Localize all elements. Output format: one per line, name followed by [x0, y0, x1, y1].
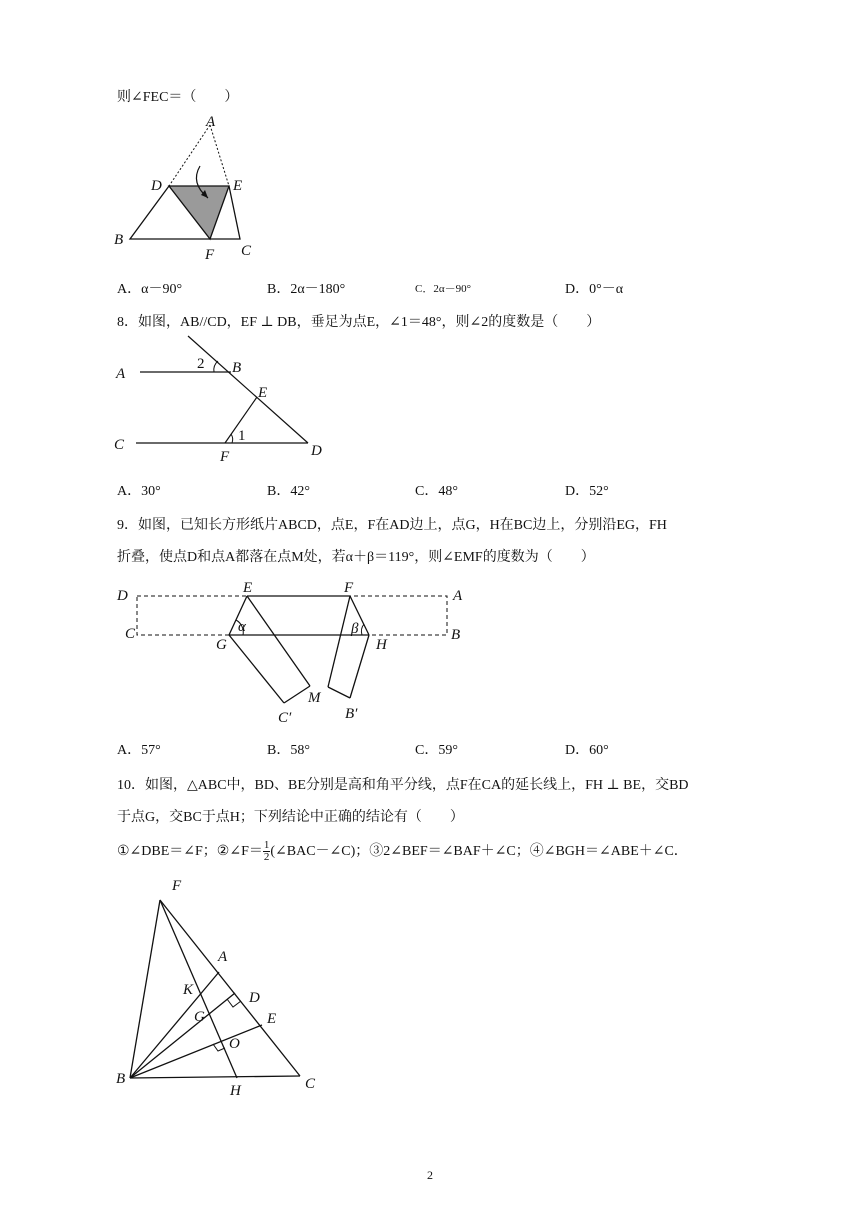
q8-options	[117, 480, 677, 500]
q9-segment-hb	[350, 635, 369, 698]
q7-option-c: C．2α－90°	[415, 283, 471, 295]
q9-label-h: H	[376, 637, 387, 653]
q9-option-a: A．57°	[117, 743, 161, 758]
q9-option-c: C．59°	[415, 743, 458, 758]
q7-label-f: F	[205, 247, 215, 263]
q9-label-m: M	[308, 690, 321, 706]
q10-label-o: O	[229, 1036, 240, 1052]
q7-option-d: D．0°－α	[565, 282, 624, 297]
q9-label-b: B	[451, 627, 461, 643]
q9-label-d: D	[117, 588, 128, 604]
q9-label-a: A	[453, 588, 463, 604]
q10-line-fh	[160, 900, 237, 1078]
q8-label-b: B	[232, 360, 242, 376]
q9-segment-cm	[284, 686, 310, 703]
q8-option-b: B．42°	[267, 484, 310, 499]
q7-label-c: C	[241, 243, 252, 259]
q10-label-c: C	[305, 1076, 316, 1092]
q10-label-b: B	[116, 1071, 126, 1087]
q8-label-d: D	[311, 443, 322, 459]
q9-beta-arc	[361, 624, 364, 635]
q10-fraction-denominator: 2	[263, 851, 270, 864]
q8-figure	[110, 334, 340, 466]
q10-label-a: A	[218, 949, 228, 965]
q9-options	[117, 739, 677, 759]
q10-fraction-numerator: 1	[263, 839, 270, 852]
q7-label-a: A	[206, 114, 216, 130]
q10-label-h: H	[230, 1083, 241, 1099]
q8-label-a: A	[116, 366, 126, 382]
q10-label-e: E	[267, 1011, 277, 1027]
q7-shaded-triangle	[169, 186, 229, 239]
q9-option-b: B．58°	[267, 743, 310, 758]
q10-stem-line-2: 于点G，交BC于点H；下列结论中正确的结论有（ ）	[117, 810, 464, 825]
q7-option-b: B．2α－180°	[267, 282, 346, 297]
q9-option-d: D．60°	[565, 743, 609, 758]
q9-label-c-prime: C′	[278, 710, 292, 726]
q7-label-d: D	[151, 178, 162, 194]
q8-line-bd	[188, 336, 308, 443]
q9-segment-gc	[229, 635, 284, 703]
q9-label-f: F	[344, 580, 354, 596]
q10-stem-line-1: 10．如图，△ABC中，BD、BE分别是高和角平分线，点F在CA的延长线上，FH ⊥ BE，交BD	[117, 778, 689, 793]
q7-label-b: B	[114, 232, 124, 248]
q7-dashed-line-ad	[169, 125, 210, 186]
q9-label-c: C	[125, 626, 136, 642]
q9-stem-line-2: 折叠，使点D和点A都落在点M处，若α＋β＝119°，则∠EMF的度数为（ ）	[117, 550, 595, 565]
q8-option-a: A．30°	[117, 484, 161, 499]
q7-dashed-line-ae	[210, 125, 229, 186]
q9-label-alpha: α	[238, 619, 246, 635]
q8-label-e: E	[258, 385, 268, 401]
q9-label-e: E	[243, 580, 253, 596]
q8-label-1: 1	[238, 428, 246, 444]
q8-option-d: D．52°	[565, 484, 609, 499]
q7-question-tail: 则∠FEC＝（ ）	[117, 90, 239, 105]
q9-dashed-rectangle	[137, 596, 447, 635]
q10-conclusions	[117, 840, 688, 863]
q10-label-g: G	[194, 1009, 205, 1025]
q9-label-beta: β	[351, 621, 359, 637]
q10-figure	[112, 876, 332, 1102]
q9-stem-line-1: 9．如图，已知长方形纸片ABCD，点E，F在AD边上，点G，H在BC边上，分别沿EG，FH	[117, 518, 667, 533]
q10-label-d: D	[249, 990, 260, 1006]
q9-figure	[110, 576, 470, 726]
q10-conclusion-text-1: ①∠DBE＝∠F；②∠F＝	[117, 844, 263, 859]
q8-label-2: 2	[197, 356, 205, 372]
q7-options	[117, 278, 677, 298]
q10-label-k: K	[183, 982, 194, 998]
q7-figure	[108, 108, 268, 268]
q8-label-f: F	[220, 449, 230, 465]
page-number: 2	[427, 1168, 433, 1182]
q10-label-f: F	[172, 878, 182, 894]
q9-segment-em	[247, 596, 310, 686]
q9-label-b-prime: B′	[345, 706, 358, 722]
q9-label-g: G	[216, 637, 227, 653]
q8-label-c: C	[114, 437, 125, 453]
q9-segment-mb	[328, 687, 350, 698]
q10-line-be	[130, 1025, 262, 1078]
q7-label-e: E	[233, 178, 243, 194]
q10-conclusion-text-2: (∠BAC－∠C)；③2∠BEF＝∠BAF＋∠C；④∠BGH＝∠ABE＋∠C．	[270, 844, 688, 859]
q10-line-bc	[130, 1076, 300, 1078]
q8-stem: 8．如图，AB//CD，EF ⊥ DB，垂足为点E，∠1＝48°，则∠2的度数是（ ）	[117, 315, 601, 330]
q7-option-a: A．α－90°	[117, 282, 183, 297]
q10-line-ba	[130, 972, 219, 1078]
q9-segment-fm	[328, 596, 350, 687]
q8-option-c: C．48°	[415, 484, 458, 499]
q10-line-bf	[130, 900, 160, 1078]
q8-angle-1-arc	[231, 434, 233, 443]
